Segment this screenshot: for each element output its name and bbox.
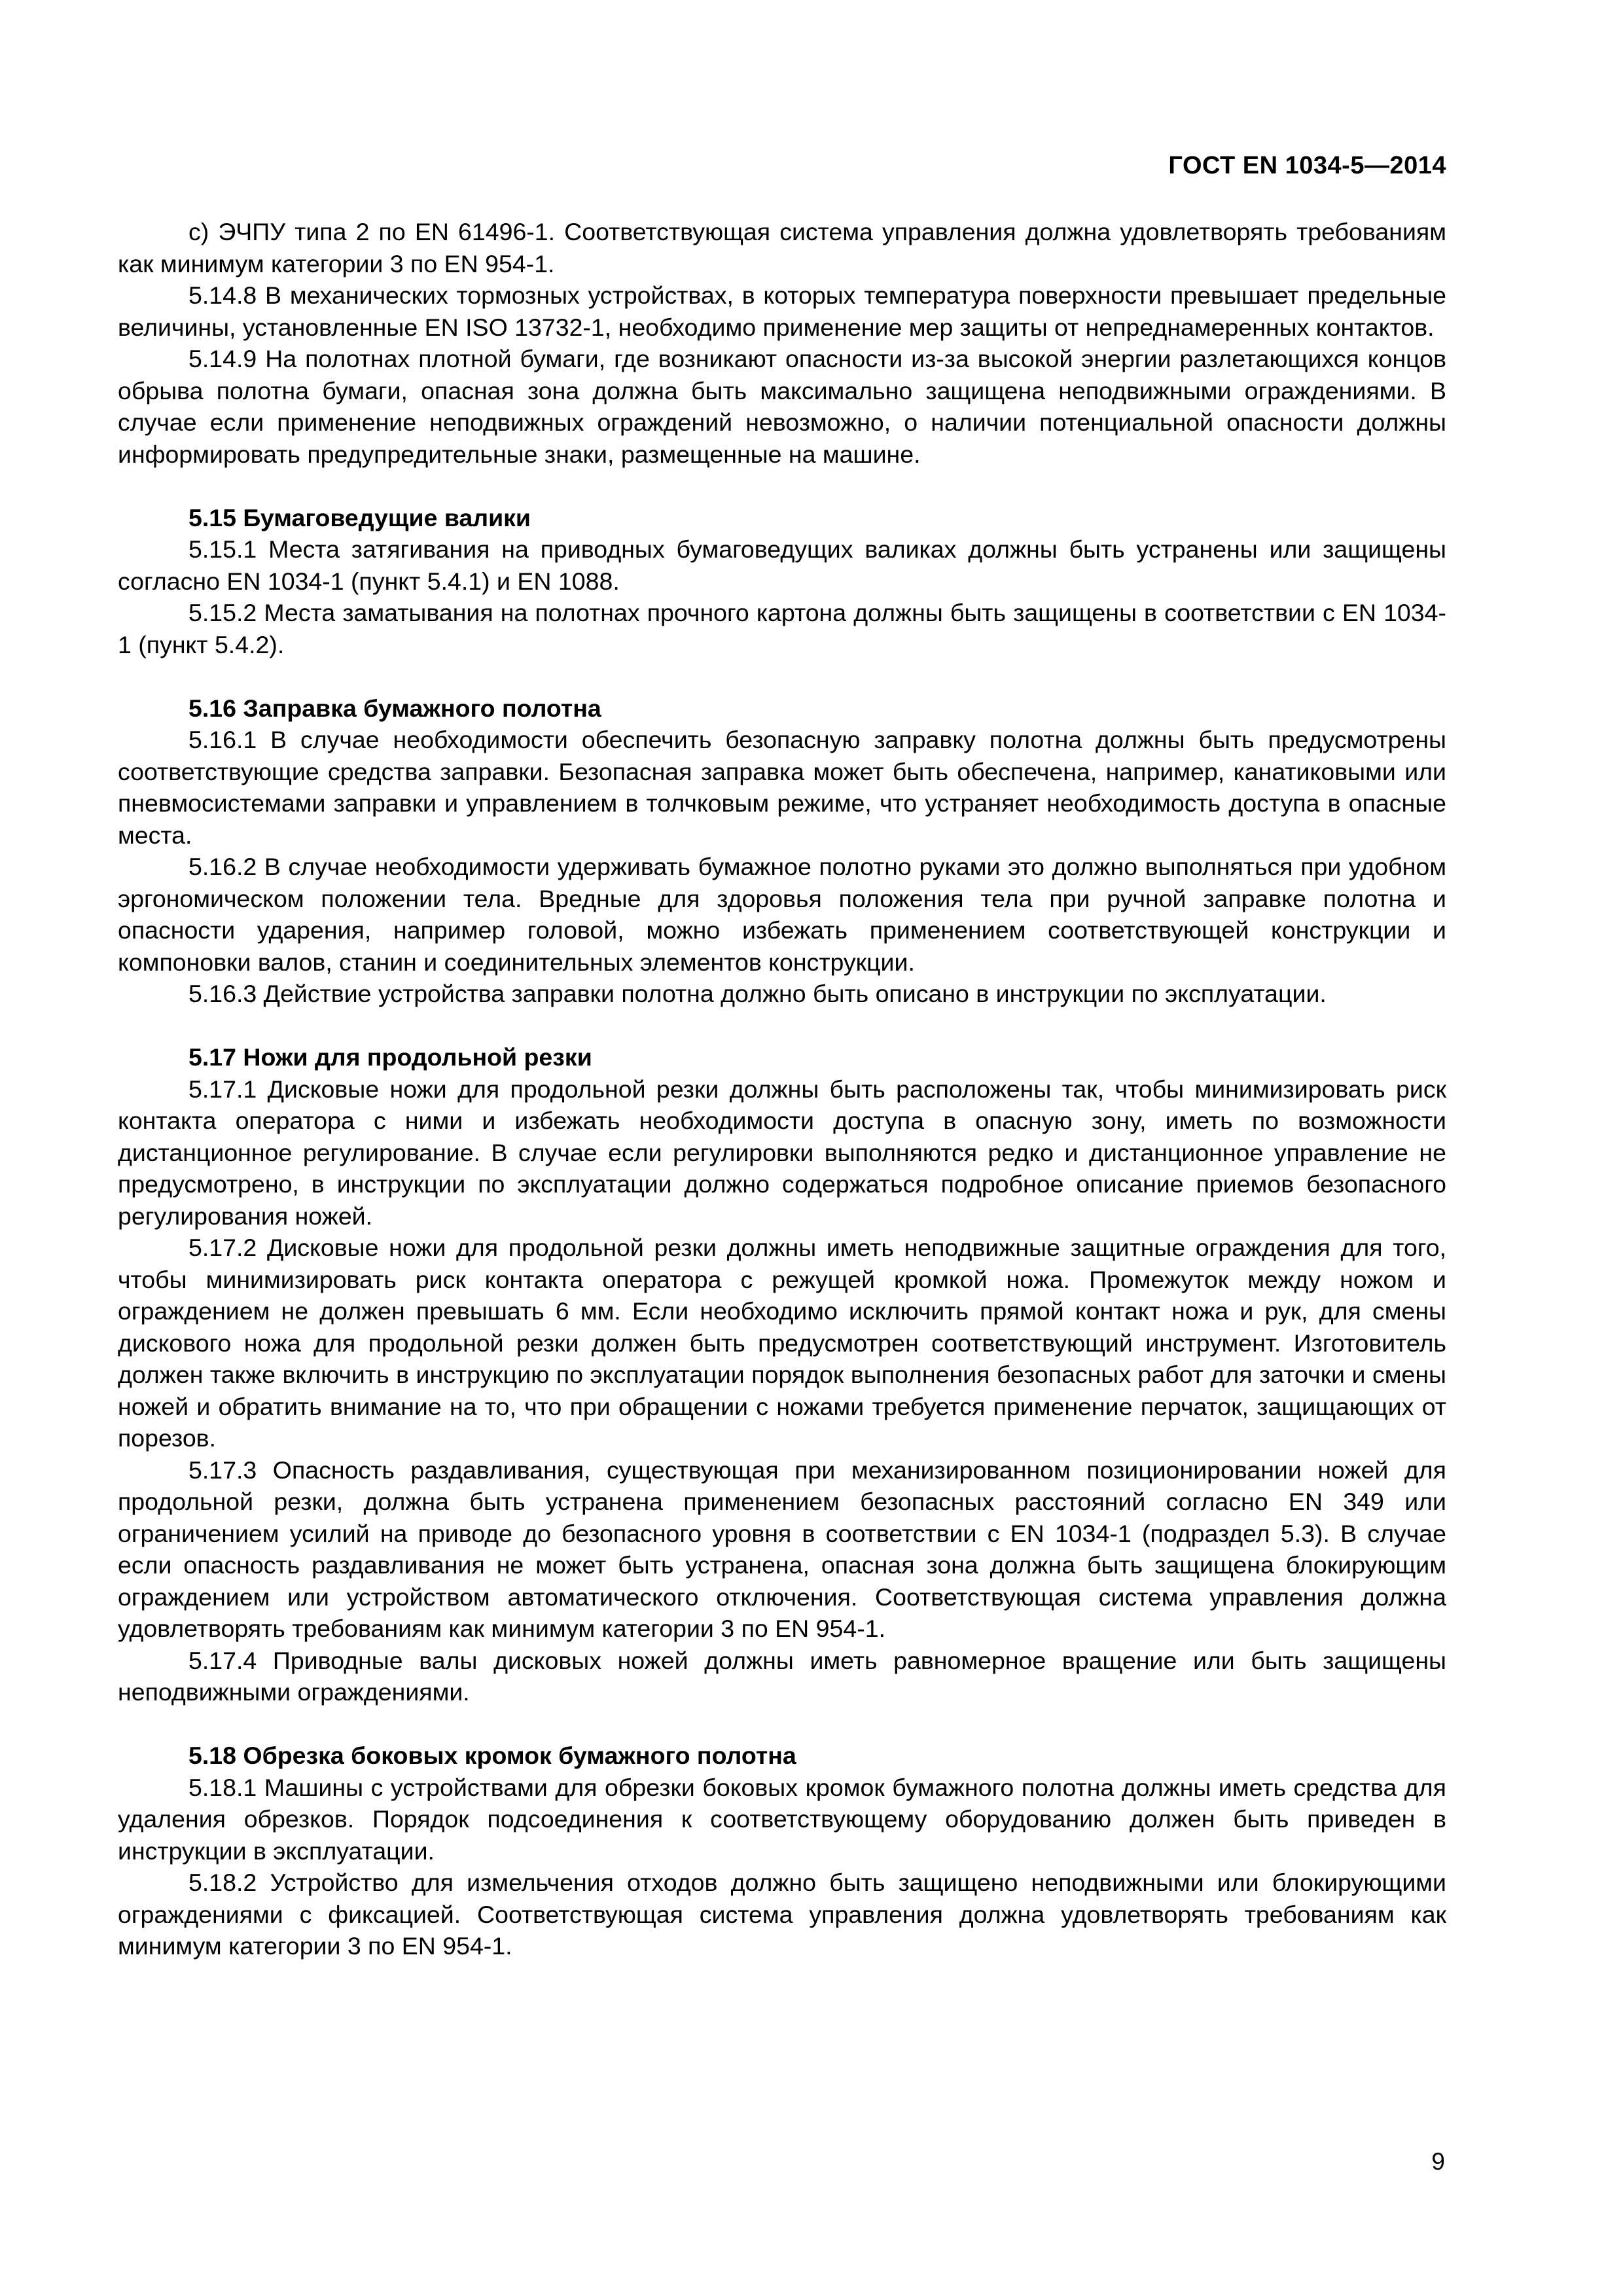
section-5-16 [118,692,1446,1010]
paragraph: 5.18.2 Устройство для измельчения отходов должно быть защищено неподвижными или блокирующими ограждениями с фиксацией. Соответствующая система управления должна удовлетворять требованиям как минимум категории 3 по EN 954-1. [118,1869,1446,1960]
section-title: 5.16 Заправка бумажного полотна [188,694,601,722]
section-title: 5.17 Ножи для продольной резки [188,1043,592,1071]
section-title: 5.18 Обрезка боковых кромок бумажного полотна [188,1742,796,1769]
section-5-17 [118,1041,1446,1708]
paragraph: 5.16.2 В случае необходимости удерживать бумажное полотно руками это должно выполняться при удобном эргономическом положении тела. Вредные для здоровья положения тела при ручной заправке полотна и опасности ударения, например головой, можно избежать применением соответствующей конструкции и компоновки валов, станин и соединительных элементов конструкции. [118,853,1446,976]
intro-paragraph-3: 5.14.9 На полотнах плотной бумаги, где возникают опасности из-за высокой энергии разлетающихся концов обрыва полотна бумаги, опасная зона должна быть максимально защищена неподвижными ограждениями. В случае если применение неподвижных ограждений невозможно, о наличии потенциальной опасности должны информировать предупредительные знаки, размещенные на машине. [118,345,1446,468]
document-code-header: ГОСТ EN 1034-5—2014 [1168,152,1446,179]
paragraph: 5.17.4 Приводные валы дисковых ножей должны иметь равномерное вращение или быть защищены неподвижными ограждениями. [118,1646,1446,1706]
paragraph: 5.17.2 Дисковые ножи для продольной резки должны иметь неподвижные защитные ограждения для того, чтобы минимизировать риск контакта оператора с режущей кромкой ножа. Промежуток между ножом и ограждением не должен превышать 6 мм. Если необходимо исключить прямой контакт ножа и рук, для смены дискового ножа для продольной резки должен быть предусмотрен соответствующий инструмент. Изготовитель должен также включить в инструкцию по эксплуатации порядок выполнения безопасных работ для заточки и смены ножей и обратить внимание на то, что при обращении с ножами требуется применение перчаток, защищающих от порезов. [118,1234,1446,1452]
intro-paragraph-1: с) ЭЧПУ типа 2 по EN 61496-1. Соответствующая система управления должна удовлетворять требованиям как минимум категории 3 по EN 954-1. [118,218,1446,278]
paragraph: 5.18.1 Машины с устройствами для обрезки боковых кромок бумажного полотна должны иметь средства для удаления обрезков. Порядок подсоединения к соответствующему оборудованию должен быть приведен в инструкции в эксплуатации. [118,1773,1446,1865]
page-number: 9 [1431,2148,1445,2175]
section-title: 5.15 Бумаговедущие валики [188,503,531,531]
paragraph: 5.17.3 Опасность раздавливания, существующая при механизированном позиционировании ножей для продольной резки, должна быть устранена применением безопасных расстояний согласно EN 349 или ограничением усилий на приводе до безопасного уровня в соответствии с EN 1034-1 (подраздел 5.3). В случае если опасность раздавливания не может быть устранена, опасная зона должна быть защищена блокирующим ограждением или устройством автоматического отключения. Соответствующая система управления должна удовлетворять требованиям как минимум категории 3 по EN 954-1. [118,1456,1446,1642]
paragraph: 5.16.3 Действие устройства заправки полотна должно быть описано в инструкции по эксплуатации. [188,980,1327,1007]
section-5-15 [118,502,1446,661]
paragraph: 5.15.1 Места затягивания на приводных бумаговедущих валиках должны быть устранены или защищены согласно EN 1034-1 (пункт 5.4.1) и EN 1088. [118,535,1446,595]
paragraph: 5.17.1 Дисковые ножи для продольной резки должны быть расположены так, чтобы минимизировать риск контакта оператора с ними и избежать необходимости доступа в опасную зону, иметь по возможности дистанционное регулирование. В случае если регулировки выполняются редко и дистанционное управление не предусмотрено, в инструкции по эксплуатации должно содержаться подробное описание приемов безопасного регулирования ножей. [118,1075,1446,1230]
paragraph: 5.16.1 В случае необходимости обеспечить безопасную заправку полотна должны быть предусмотрены соответствующие средства заправки. Безопасная заправка может быть обеспечена, например, канатиковыми или пневмосистемами заправки и управлением в толчковым режиме, что устраняет необходимость доступа в опасные места. [118,726,1446,849]
document-body [118,216,1446,1962]
section-5-18 [118,1740,1446,1962]
paragraph: 5.15.2 Места заматывания на полотнах прочного картона должны быть защищены в соответствии с EN 1034-1 (пункт 5.4.2). [118,599,1446,658]
intro-paragraph-2: 5.14.8 В механических тормозных устройствах, в которых температура поверхности превышает предельные величины, установленные EN ISO 13732-1, необходимо применение мер защиты от непреднамеренных контактов. [118,281,1446,341]
